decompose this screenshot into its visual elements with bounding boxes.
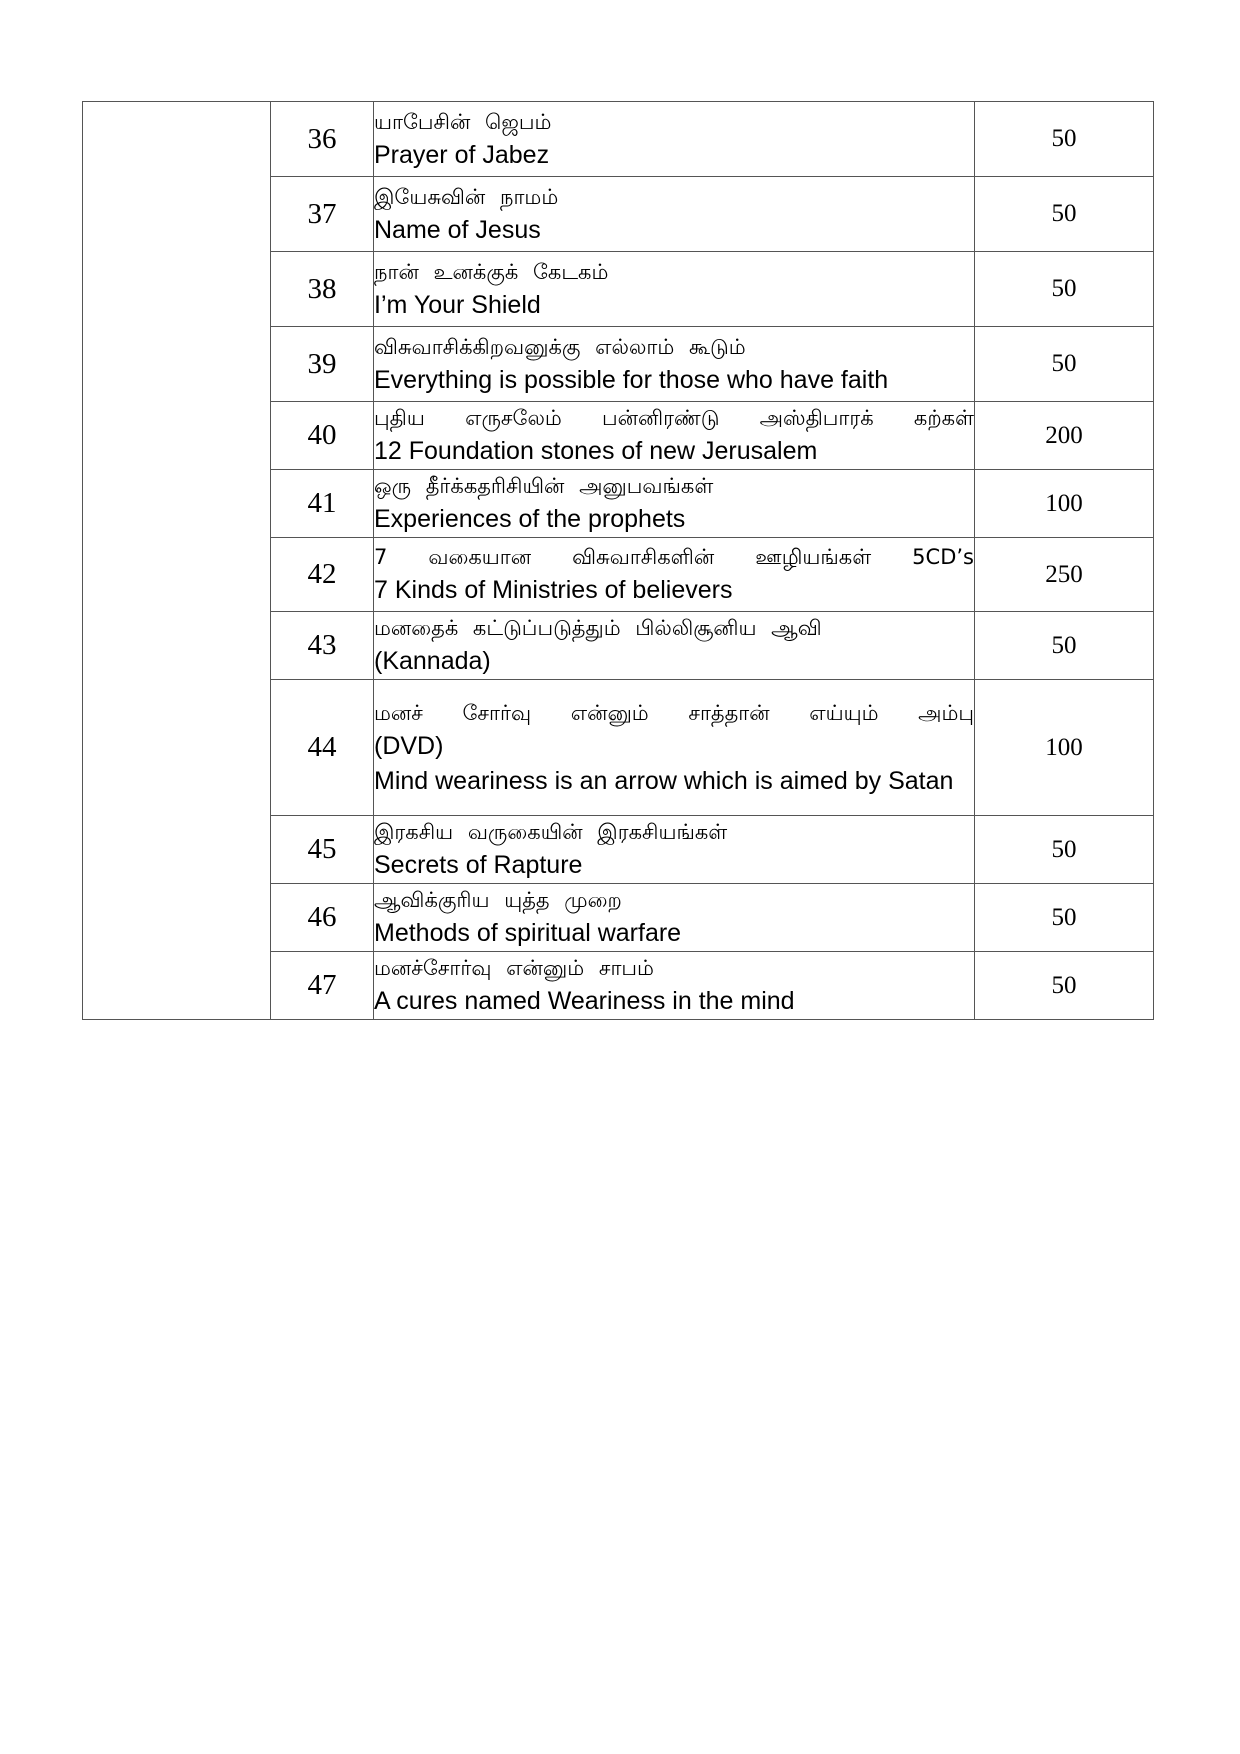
item-price: 250 bbox=[975, 538, 1154, 612]
english-title: Mind weariness is an arrow which is aimed by Satan bbox=[374, 766, 954, 795]
item-title-cell bbox=[374, 680, 975, 816]
item-title-cell bbox=[374, 402, 975, 470]
item-price: 50 bbox=[975, 612, 1154, 680]
tamil-title: விசுவாசிக்கிறவனுக்கு எல்லாம் கூடும் bbox=[374, 334, 746, 359]
item-price: 100 bbox=[975, 470, 1154, 538]
item-title-cell bbox=[374, 538, 975, 612]
item-number: 46 bbox=[271, 884, 374, 952]
item-price: 50 bbox=[975, 816, 1154, 884]
tamil-title: புதிய எருசலேம் பன்னிரண்டு அஸ்திபாரக் கற்கள் bbox=[374, 406, 974, 430]
english-title: 12 Foundation stones of new Jerusalem bbox=[374, 437, 818, 465]
english-title: Methods of spiritual warfare bbox=[374, 919, 682, 947]
english-title: Everything is possible for those who have faith bbox=[374, 365, 889, 394]
item-price: 50 bbox=[975, 102, 1154, 177]
item-number: 36 bbox=[271, 102, 374, 177]
item-number: 37 bbox=[271, 177, 374, 252]
item-title-cell bbox=[374, 327, 975, 402]
item-title-cell bbox=[374, 252, 975, 327]
item-price: 100 bbox=[975, 680, 1154, 816]
blank-column-cell bbox=[83, 102, 271, 1020]
item-price: 50 bbox=[975, 884, 1154, 952]
tamil-title: மனதைக் கட்டுப்படுத்தும் பில்லிசூனிய ஆவி bbox=[374, 616, 822, 640]
item-number: 39 bbox=[271, 327, 374, 402]
english-title: Name of Jesus bbox=[374, 215, 541, 244]
item-title-cell bbox=[374, 177, 975, 252]
item-price: 50 bbox=[975, 252, 1154, 327]
item-number: 41 bbox=[271, 470, 374, 538]
item-price: 50 bbox=[975, 952, 1154, 1020]
item-number: 44 bbox=[271, 680, 374, 816]
tamil-title: ஒரு தீர்க்கதரிசியின் அனுபவங்கள் bbox=[374, 474, 714, 498]
tamil-title: நான் உனக்குக் கேடகம் bbox=[374, 259, 609, 284]
item-title-cell bbox=[374, 102, 975, 177]
item-title-cell bbox=[374, 612, 975, 680]
item-number: 42 bbox=[271, 538, 374, 612]
item-number: 43 bbox=[271, 612, 374, 680]
item-price: 50 bbox=[975, 327, 1154, 402]
english-title: Experiences of the prophets bbox=[374, 505, 686, 533]
tamil-title: இரகசிய வருகையின் இரகசியங்கள் bbox=[374, 820, 728, 844]
item-price: 50 bbox=[975, 177, 1154, 252]
catalog-table bbox=[82, 101, 1154, 1020]
english-title: I’m Your Shield bbox=[374, 290, 541, 319]
tamil-title: யாபேசின் ஜெபம் bbox=[374, 109, 552, 134]
english-title: Prayer of Jabez bbox=[374, 140, 550, 169]
english-title: A cures named Weariness in the mind bbox=[374, 987, 795, 1015]
item-number: 47 bbox=[271, 952, 374, 1020]
tamil-title: 7 வகையான விசுவாசிகளின் ஊழியங்கள் 5CD’s bbox=[374, 545, 974, 569]
tamil-title: மனச்சோர்வு என்னும் சாபம் bbox=[374, 956, 654, 980]
tamil-title: மனச் சோர்வு என்னும் சாத்தான் எய்யும் அம்பு bbox=[374, 700, 974, 725]
tamil-title: ஆவிக்குரிய யுத்த முறை bbox=[374, 888, 622, 912]
english-title: 7 Kinds of Ministries of believers bbox=[374, 576, 733, 604]
tamil-title: இயேசுவின் நாமம் bbox=[374, 184, 559, 209]
item-title-cell bbox=[374, 816, 975, 884]
item-number: 38 bbox=[271, 252, 374, 327]
item-title-cell bbox=[374, 470, 975, 538]
english-title-format: (DVD) bbox=[374, 731, 444, 760]
item-title-cell bbox=[374, 952, 975, 1020]
english-title: (Kannada) bbox=[374, 647, 491, 675]
item-number: 45 bbox=[271, 816, 374, 884]
english-title: Secrets of Rapture bbox=[374, 851, 583, 879]
item-title-cell bbox=[374, 884, 975, 952]
table-row bbox=[83, 102, 1154, 177]
item-price: 200 bbox=[975, 402, 1154, 470]
item-number: 40 bbox=[271, 402, 374, 470]
